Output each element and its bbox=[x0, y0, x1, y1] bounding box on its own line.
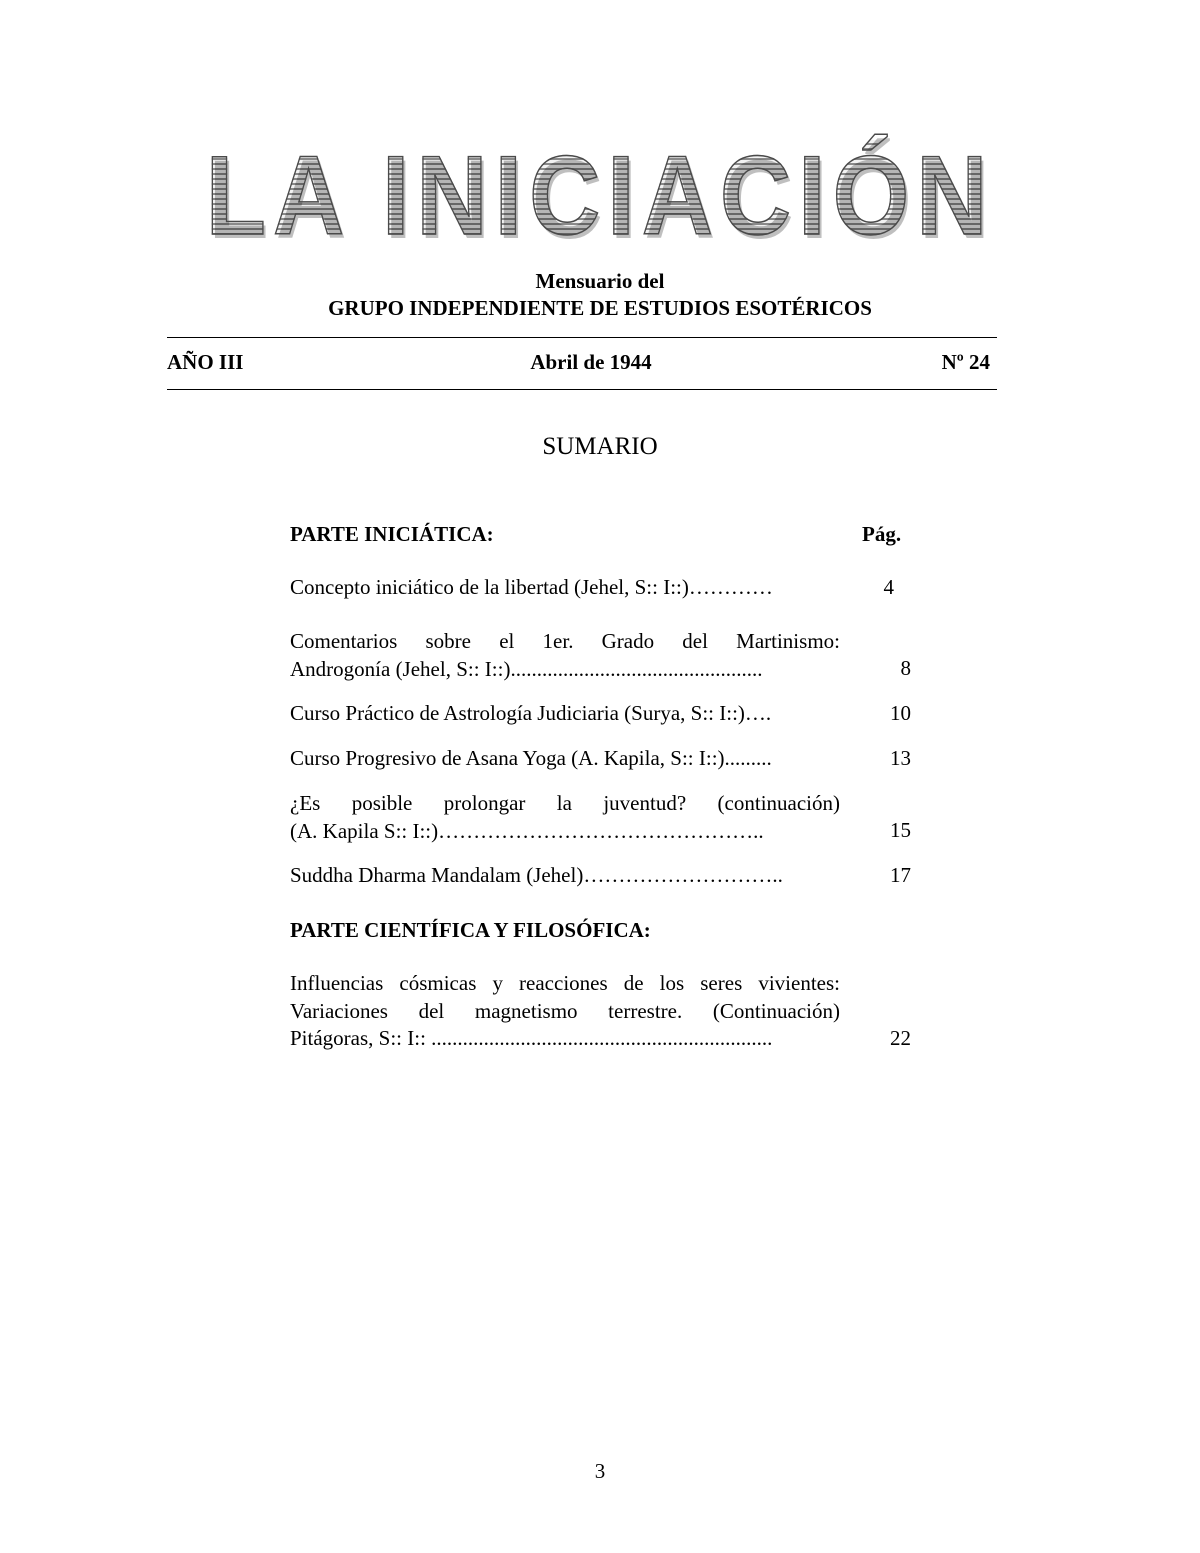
toc-page-number: 15 bbox=[890, 818, 911, 842]
toc-page-number: 8 bbox=[900, 656, 911, 680]
toc-entry-line: (A. Kapila S:: I::)……………………………………….. bbox=[290, 818, 764, 843]
toc-entry-line: Comentarios sobre el 1er. Grado del Martinismo: bbox=[290, 629, 840, 653]
section-heading-iniciatica: PARTE INICIÁTICA: bbox=[290, 522, 494, 546]
subtitle-line-2: GRUPO INDEPENDIENTE DE ESTUDIOS ESOTÉRICOS bbox=[328, 296, 872, 320]
page-column-label: Pág. bbox=[862, 522, 902, 546]
toc-page-number: 4 bbox=[883, 575, 894, 599]
toc-entry bbox=[290, 862, 840, 890]
toc-entry-line: Curso Práctico de Astrología Judiciaria (Surya, S:: I::)…. bbox=[290, 701, 772, 725]
subtitle-line-1: Mensuario del bbox=[535, 269, 665, 293]
toc-entry bbox=[290, 970, 840, 1053]
page-folio: 3 bbox=[594, 1459, 606, 1483]
toc-entry-line: Variaciones del magnetismo terrestre. (Continuación) bbox=[290, 998, 840, 1023]
toc-entry-line: Influencias cósmicas y reacciones de los seres vivientes: bbox=[290, 971, 840, 995]
toc-page-number: 17 bbox=[890, 863, 911, 887]
masthead bbox=[0, 133, 1200, 258]
masthead-title: LA INICIACIÓN bbox=[205, 133, 995, 258]
toc-entry bbox=[290, 745, 840, 773]
toc-entry-line: Pitágoras, S:: I:: ................................................................. bbox=[290, 1026, 773, 1050]
toc-page-number: 10 bbox=[890, 701, 911, 725]
toc-entry bbox=[290, 574, 840, 602]
toc-entry bbox=[290, 700, 840, 728]
toc-entry bbox=[290, 628, 840, 683]
issue-date: Abril de 1944 bbox=[530, 350, 652, 374]
toc-entry-line: Concepto iniciático de la libertad (Jehel, S:: I::)………… bbox=[290, 575, 773, 599]
toc-entry bbox=[290, 790, 840, 845]
issue-year: AÑO III bbox=[167, 350, 244, 374]
sumario-heading: SUMARIO bbox=[542, 433, 658, 460]
top-rule bbox=[167, 337, 997, 338]
toc-page-number: 22 bbox=[890, 1026, 911, 1050]
issue-number: Nº 24 bbox=[941, 350, 990, 374]
toc-entry-line: Androgonía (Jehel, S:: I::)................................................ bbox=[290, 656, 763, 681]
toc-entry-line: Suddha Dharma Mandalam (Jehel)……………………….. bbox=[290, 863, 783, 887]
toc-entry-line: ¿Es posible prolongar la juventud? (continuación) bbox=[290, 791, 840, 815]
toc-page-number: 13 bbox=[890, 746, 911, 770]
bottom-rule bbox=[167, 389, 997, 390]
section-heading-cientifica: PARTE CIENTÍFICA Y FILOSÓFICA: bbox=[290, 918, 651, 942]
toc-entry-line: Curso Progresivo de Asana Yoga (A. Kapila, S:: I::)......... bbox=[290, 746, 772, 770]
